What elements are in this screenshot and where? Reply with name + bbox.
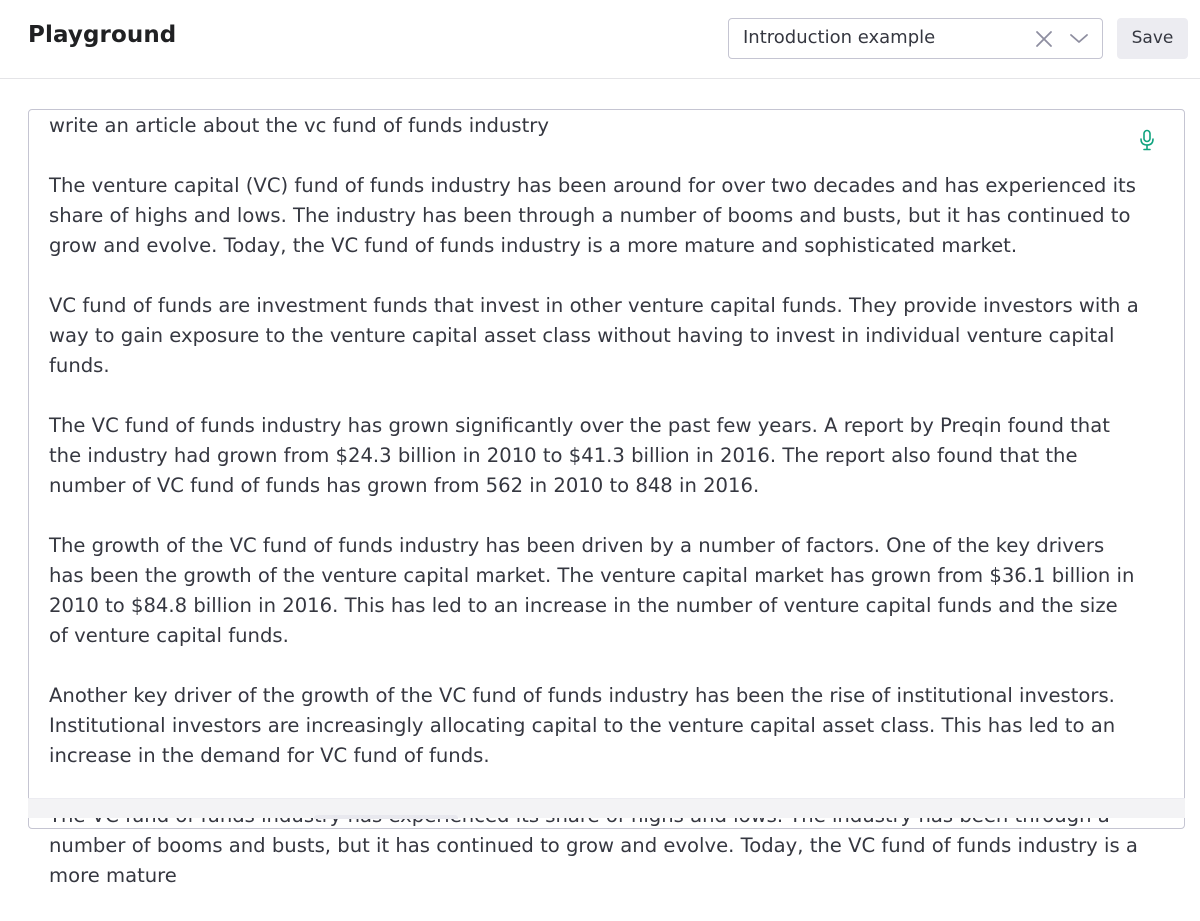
editor-bottom-bar	[28, 798, 1185, 818]
close-icon[interactable]	[1034, 29, 1054, 49]
top-header	[0, 0, 1200, 79]
microphone-icon[interactable]	[1138, 129, 1156, 151]
prompt-line: write an article about the vc fund of funds industry	[49, 114, 549, 137]
page-title: Playground	[28, 22, 177, 48]
completion-paragraph: number of booms and busts, but it has continued to grow and evolve. Today, the VC fund of funds industry is a more mature	[49, 834, 1138, 887]
bottom-bar-tab[interactable]	[314, 815, 458, 819]
preset-select-value: Introduction example	[743, 27, 936, 48]
save-button[interactable]: Save	[1117, 18, 1188, 59]
completion-paragraph: The VC fund of funds industry has grown significantly over the past few years. A report by Preqin found that the industry had grown from $24.3 billion in 2010 to $41.3 billion in 2016. The report also found that the number of VC fund of funds has grown from 562 in 2010 to 848 in 2016.	[49, 414, 1110, 497]
completion-paragraph: The growth of the VC fund of funds industry has been driven by a number of factors. One of the key drivers has been the growth of the venture capital market. The venture capital market has grown from $36.1 billion in 2010 to $84.8 billion in 2016. This has led to an increase in the number of venture capital funds and the size of venture capital funds.	[49, 534, 1135, 647]
completion-paragraph: VC fund of funds are investment funds that invest in other venture capital funds. They provide investors with a way to gain exposure to the venture capital asset class without having to invest in individual venture capital funds.	[49, 294, 1139, 377]
completion-paragraph: Another key driver of the growth of the VC fund of funds industry has been the rise of institutional investors. Institutional investors are increasingly allocating capital to the venture capital asset class. This has led to an increase in the demand for VC fund of funds.	[49, 684, 1116, 767]
prompt-editor[interactable]	[28, 109, 1185, 887]
completion-paragraph: The venture capital (VC) fund of funds industry has been around for over two decades and has experienced its share of highs and lows. The industry has been through a number of booms and busts, but it has continued to grow and evolve. Today, the VC fund of funds industry is a more mature and sophisticated market.	[49, 174, 1136, 257]
chevron-down-icon[interactable]	[1069, 29, 1089, 49]
